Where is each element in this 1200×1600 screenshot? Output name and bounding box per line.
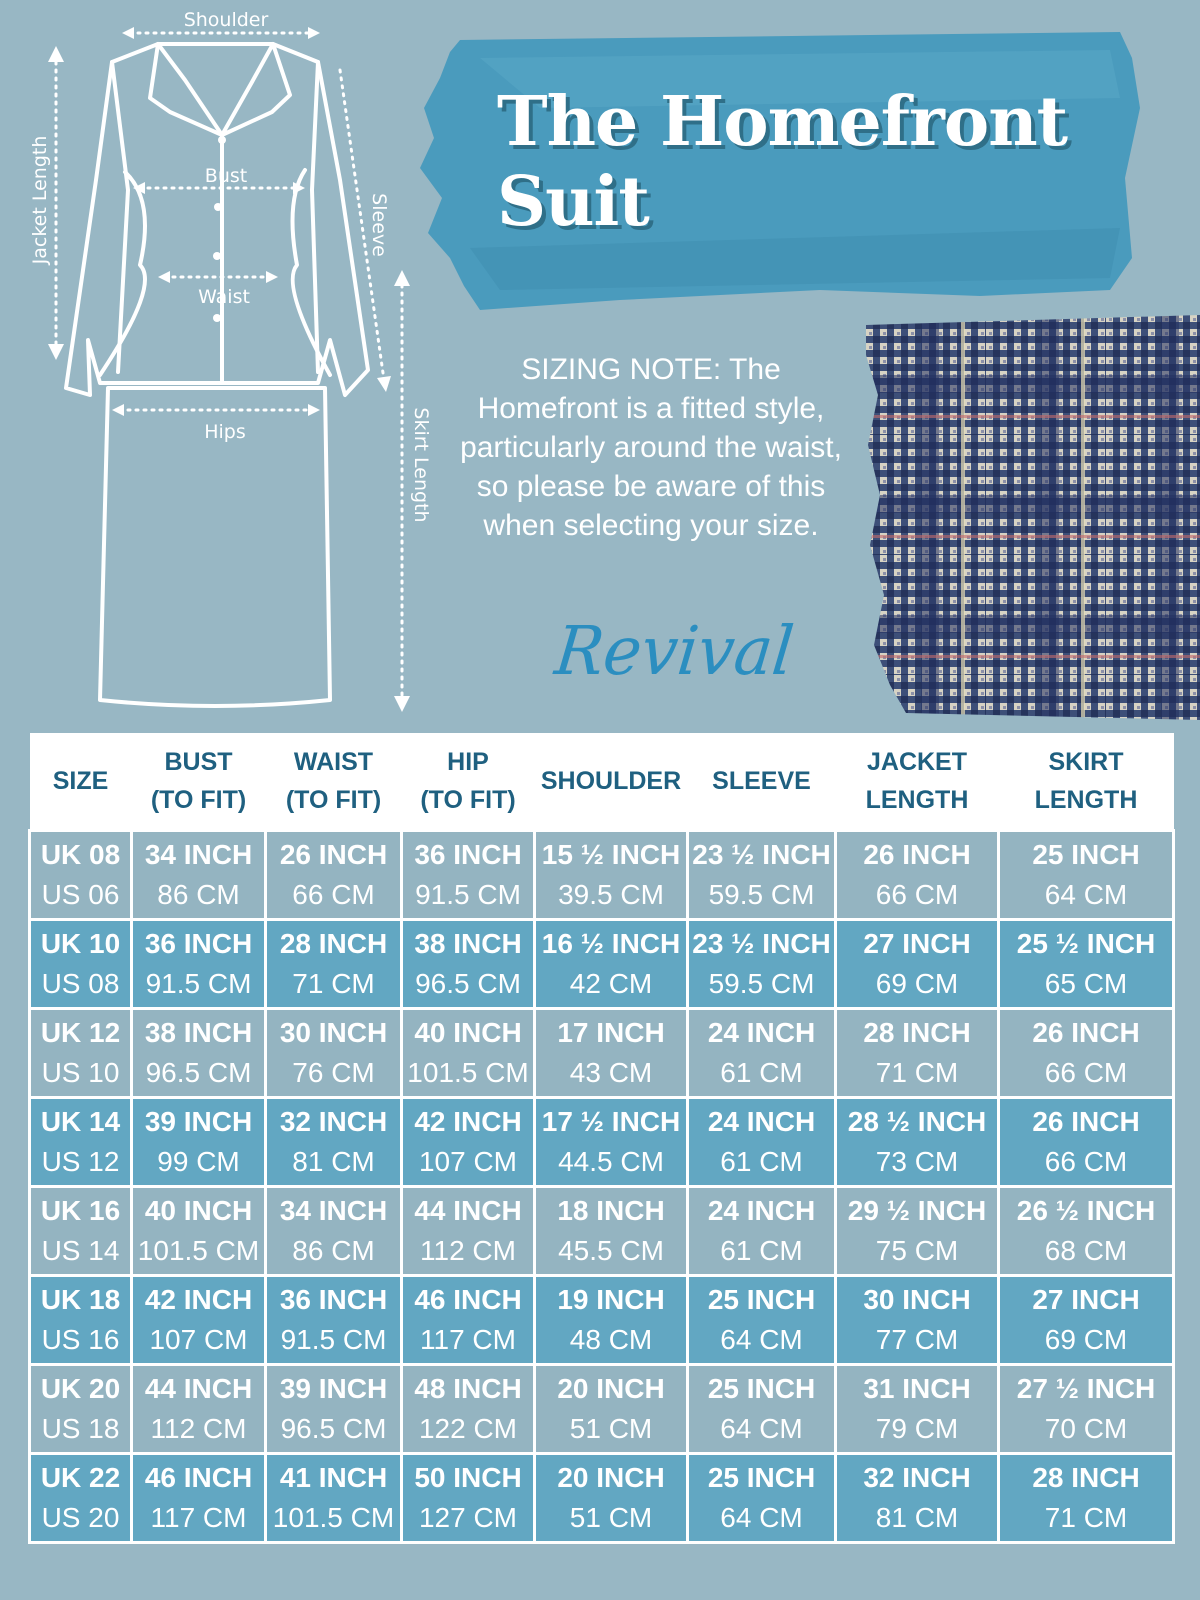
cell-cm-value: 107 CM [149,1324,248,1355]
cell-inch-value: 27 INCH [1032,1284,1140,1315]
table-cell [535,1009,688,1098]
table-cell [402,1098,535,1187]
cell-inch-value: UK 20 [40,1373,121,1404]
cell-cm-value: 61 CM [720,1057,803,1088]
table-cell [688,1365,836,1454]
cell-inch-value: 34 INCH [144,839,253,870]
cell-inch-value: 26 INCH [1032,1106,1140,1137]
cell-inch-value: 32 INCH [863,1462,971,1493]
cell-inch-value: 26 INCH [279,839,388,870]
cell-cm-value: 51 CM [569,1413,653,1444]
table-cell [836,1454,999,1543]
cell-cm-value: 64 CM [1044,879,1128,910]
cell-inch-value: 40 INCH [144,1195,253,1226]
cell-cm-value: 66 CM [1044,1057,1128,1088]
column-header-line1: SKIRT [1048,748,1124,776]
cell-inch-value: 44 INCH [144,1373,253,1404]
cell-inch-value: 50 INCH [414,1462,522,1493]
size-table [28,733,1175,1544]
cell-cm-value: 127 CM [418,1502,518,1533]
table-cell [402,831,535,920]
table-cell [266,920,402,1009]
column-header-line1: WAIST [293,748,374,776]
table-cell [132,1009,266,1098]
cell-cm-value: 64 CM [720,1324,803,1355]
cell-cm-value: 68 CM [1044,1235,1128,1266]
cell-inch-value: UK 16 [40,1195,121,1226]
table-cell [688,1454,836,1543]
cell-inch-value: 28 INCH [863,1017,971,1048]
garment-diagram [0,0,440,720]
table-cell [30,1454,132,1543]
cell-cm-value: 117 CM [150,1502,247,1533]
table-cell [999,1454,1174,1543]
cell-inch-value: 24 INCH [707,1017,816,1048]
table-cell [132,1454,266,1543]
column-header-line2: (TO FIT) [150,786,247,814]
cell-cm-value: 66 CM [292,879,375,910]
cell-cm-value: 86 CM [292,1235,375,1266]
table-cell [402,1365,535,1454]
column-header-line1: JACKET [866,748,967,776]
cell-inch-value: 46 INCH [414,1284,522,1315]
table-cell [266,1009,402,1098]
column-header [132,733,266,831]
cell-cm-value: 61 CM [720,1235,803,1266]
table-cell [836,1365,999,1454]
column-header-line2: (TO FIT) [420,786,516,814]
cell-cm-value: 122 CM [418,1413,518,1444]
cell-cm-value: US 18 [41,1413,120,1444]
cell-cm-value: 69 CM [875,968,959,999]
cell-inch-value: 20 INCH [557,1373,665,1404]
table-row [30,1009,1174,1098]
table-cell [688,1187,836,1276]
cell-cm-value: 79 CM [875,1413,959,1444]
cell-cm-value: 112 CM [150,1413,247,1444]
cell-inch-value: UK 10 [40,928,121,959]
table-cell [266,1365,402,1454]
cell-cm-value: US 08 [41,968,120,999]
cell-cm-value: 71 CM [875,1057,959,1088]
table-row [30,1365,1174,1454]
table-cell [836,1276,999,1365]
cell-inch-value: 38 INCH [414,928,522,959]
cell-cm-value: US 10 [41,1057,120,1088]
table-row [30,1276,1174,1365]
cell-inch-value: UK 22 [40,1462,121,1493]
table-cell [836,920,999,1009]
cell-inch-value: 34 INCH [279,1195,388,1226]
cell-inch-value: 26 INCH [1032,1017,1140,1048]
cell-inch-value: 17 INCH [557,1017,665,1048]
cell-cm-value: 77 CM [875,1324,959,1355]
cell-inch-value: 36 INCH [414,839,522,870]
table-row [30,1098,1174,1187]
jacket-outline [66,44,368,395]
table-cell [836,1098,999,1187]
table-row [30,1187,1174,1276]
cell-inch-value: 30 INCH [863,1284,971,1315]
table-cell [535,920,688,1009]
cell-inch-value: 24 INCH [707,1106,816,1137]
cell-cm-value: 75 CM [875,1235,959,1266]
cell-cm-value: 51 CM [569,1502,653,1533]
table-body [30,831,1174,1543]
cell-cm-value: 101.5 CM [137,1235,260,1266]
cell-cm-value: 66 CM [875,879,959,910]
shoulder-label: Shoulder [183,9,269,31]
table-cell [836,1187,999,1276]
table-cell [132,831,266,920]
cell-inch-value: 48 INCH [414,1373,522,1404]
page-title [497,82,1067,242]
table-row [30,920,1174,1009]
table-cell [30,1365,132,1454]
cell-inch-value: 42 INCH [414,1106,522,1137]
table-cell [30,1187,132,1276]
column-header [535,733,688,831]
table-cell [30,831,132,920]
table-cell [402,1454,535,1543]
cell-inch-value: 36 INCH [279,1284,388,1315]
cell-inch-value: 25 INCH [1032,839,1140,870]
table-cell [30,1098,132,1187]
cell-inch-value: 27 ½ INCH [1016,1373,1156,1404]
cell-inch-value: 39 INCH [144,1106,253,1137]
cell-cm-value: 86 CM [157,879,240,910]
column-header [30,733,132,831]
table-cell [402,1009,535,1098]
table-cell [836,1009,999,1098]
title-line-2: Suit [497,162,649,242]
cell-cm-value: 45.5 CM [558,1235,664,1266]
table-row [30,1454,1174,1543]
column-header-line1: HIP [447,748,489,776]
cell-inch-value: 32 INCH [279,1106,388,1137]
cell-cm-value: 81 CM [292,1146,375,1177]
cell-inch-value: 28 INCH [279,928,388,959]
sleeve-label: Sleeve [368,193,390,257]
table-cell [30,1009,132,1098]
table-cell [266,1276,402,1365]
cell-inch-value: 26 ½ INCH [1016,1195,1156,1226]
cell-inch-value: 29 ½ INCH [847,1195,987,1226]
table-cell [535,831,688,920]
cell-inch-value: UK 12 [40,1017,121,1048]
table-cell [688,920,836,1009]
cell-cm-value: 76 CM [292,1057,375,1088]
table-cell [402,1187,535,1276]
table-cell [266,1454,402,1543]
cell-inch-value: 28 ½ INCH [847,1106,987,1137]
column-header [999,733,1174,831]
table-cell [999,1187,1174,1276]
cell-inch-value: 27 INCH [863,928,971,959]
table-cell [535,1454,688,1543]
jacket-length-label: Jacket Length [29,135,51,265]
cell-cm-value: 69 CM [1044,1324,1128,1355]
column-header-line1: SIZE [52,767,109,795]
cell-cm-value: 96.5 CM [280,1413,387,1444]
table-cell [535,1098,688,1187]
column-header-line2: LENGTH [1034,786,1138,814]
table-cell [132,1098,266,1187]
cell-cm-value: 64 CM [720,1502,803,1533]
table-cell [999,1276,1174,1365]
table-cell [688,831,836,920]
cell-inch-value: UK 18 [40,1284,121,1315]
fabric-swatch [866,315,1200,720]
column-header-line2: LENGTH [865,786,969,814]
table-cell [132,1365,266,1454]
table-cell [535,1365,688,1454]
table-cell [688,1276,836,1365]
cell-cm-value: 101.5 CM [272,1502,395,1533]
cell-cm-value: 59.5 CM [708,968,815,999]
cell-inch-value: 38 INCH [144,1017,253,1048]
table-cell [266,831,402,920]
title-line-1: The Homefront [497,82,1068,162]
cell-inch-value: 16 ½ INCH [541,928,681,959]
brand-logo: Revival [551,612,798,691]
column-header [402,733,535,831]
hips-label: Hips [204,421,246,443]
cell-cm-value: 81 CM [875,1502,959,1533]
column-header-line2: (TO FIT) [285,786,382,814]
cell-inch-value: 24 INCH [707,1195,816,1226]
cell-cm-value: 99 CM [157,1146,240,1177]
sizing-note: SIZING NOTE: The Homefront is a fitted style, particularly around the waist, so please be aware of this when selecting your size. [460,353,842,542]
column-header [836,733,999,831]
column-header [266,733,402,831]
table-cell [999,831,1174,920]
cell-cm-value: US 20 [41,1502,120,1533]
cell-cm-value: US 12 [41,1146,120,1177]
cell-inch-value: 25 INCH [707,1373,816,1404]
table-cell [132,1187,266,1276]
cell-cm-value: 43 CM [569,1057,653,1088]
cell-cm-value: 96.5 CM [415,968,521,999]
cell-inch-value: 20 INCH [557,1462,665,1493]
table-cell [688,1098,836,1187]
cell-inch-value: 15 ½ INCH [541,839,681,870]
table-cell [266,1187,402,1276]
table-cell [999,920,1174,1009]
table-cell [999,1009,1174,1098]
cell-inch-value: 44 INCH [414,1195,522,1226]
cell-inch-value: 42 INCH [144,1284,253,1315]
cell-inch-value: 23 ½ INCH [692,928,831,959]
cell-inch-value: 23 ½ INCH [692,839,831,870]
table-row [30,831,1174,920]
table-cell [836,831,999,920]
cell-cm-value: 71 CM [1044,1502,1128,1533]
cell-inch-value: 17 ½ INCH [541,1106,681,1137]
cell-cm-value: 42 CM [569,968,653,999]
cell-cm-value: 39.5 CM [558,879,664,910]
size-chart [28,733,1172,1586]
table-header-row [30,733,1174,831]
cell-inch-value: 30 INCH [279,1017,388,1048]
cell-cm-value: 117 CM [420,1324,516,1355]
cell-inch-value: UK 08 [40,839,121,870]
cell-cm-value: 107 CM [418,1146,518,1177]
cell-inch-value: UK 14 [40,1106,121,1137]
cell-inch-value: 31 INCH [863,1373,971,1404]
skirt-length-label: Skirt Length [410,407,432,523]
cell-inch-value: 39 INCH [279,1373,388,1404]
cell-cm-value: 64 CM [720,1413,803,1444]
cell-cm-value: US 16 [41,1324,120,1355]
cell-cm-value: US 14 [41,1235,120,1266]
cell-inch-value: 25 ½ INCH [1016,928,1156,959]
cell-inch-value: 40 INCH [414,1017,522,1048]
table-cell [688,1009,836,1098]
column-header-line1: SLEEVE [712,767,811,795]
cell-inch-value: 26 INCH [863,839,971,870]
column-header-line1: SHOULDER [540,767,682,795]
cell-cm-value: 48 CM [569,1324,653,1355]
cell-cm-value: 73 CM [875,1146,959,1177]
table-cell [132,920,266,1009]
table-cell [402,920,535,1009]
cell-cm-value: 61 CM [720,1146,803,1177]
bust-label: Bust [204,165,248,187]
cell-inch-value: 18 INCH [557,1195,665,1226]
cell-inch-value: 46 INCH [144,1462,253,1493]
cell-cm-value: 71 CM [292,968,375,999]
cell-inch-value: 25 INCH [707,1462,816,1493]
cell-inch-value: 41 INCH [279,1462,388,1493]
cell-cm-value: 65 CM [1044,968,1128,999]
cell-inch-value: 25 INCH [707,1284,816,1315]
waist-label: Waist [198,286,250,308]
cell-cm-value: 96.5 CM [145,1057,252,1088]
table-cell [402,1276,535,1365]
cell-cm-value: 112 CM [420,1235,516,1266]
column-header-line1: BUST [164,748,233,776]
cell-inch-value: 36 INCH [144,928,253,959]
cell-inch-value: 19 INCH [557,1284,665,1315]
cell-cm-value: US 06 [41,879,120,910]
table-cell [999,1365,1174,1454]
cell-cm-value: 91.5 CM [415,879,521,910]
cell-cm-value: 44.5 CM [558,1146,664,1177]
table-cell [30,1276,132,1365]
table-cell [30,920,132,1009]
cell-cm-value: 91.5 CM [280,1324,387,1355]
table-cell [999,1098,1174,1187]
table-cell [132,1276,266,1365]
cell-cm-value: 59.5 CM [708,879,815,910]
cell-cm-value: 91.5 CM [145,968,252,999]
table-cell [535,1187,688,1276]
cell-inch-value: 28 INCH [1032,1462,1140,1493]
table-cell [535,1276,688,1365]
cell-cm-value: 70 CM [1044,1413,1128,1444]
table-cell [266,1098,402,1187]
cell-cm-value: 66 CM [1044,1146,1128,1177]
cell-cm-value: 101.5 CM [407,1057,529,1088]
column-header [688,733,836,831]
